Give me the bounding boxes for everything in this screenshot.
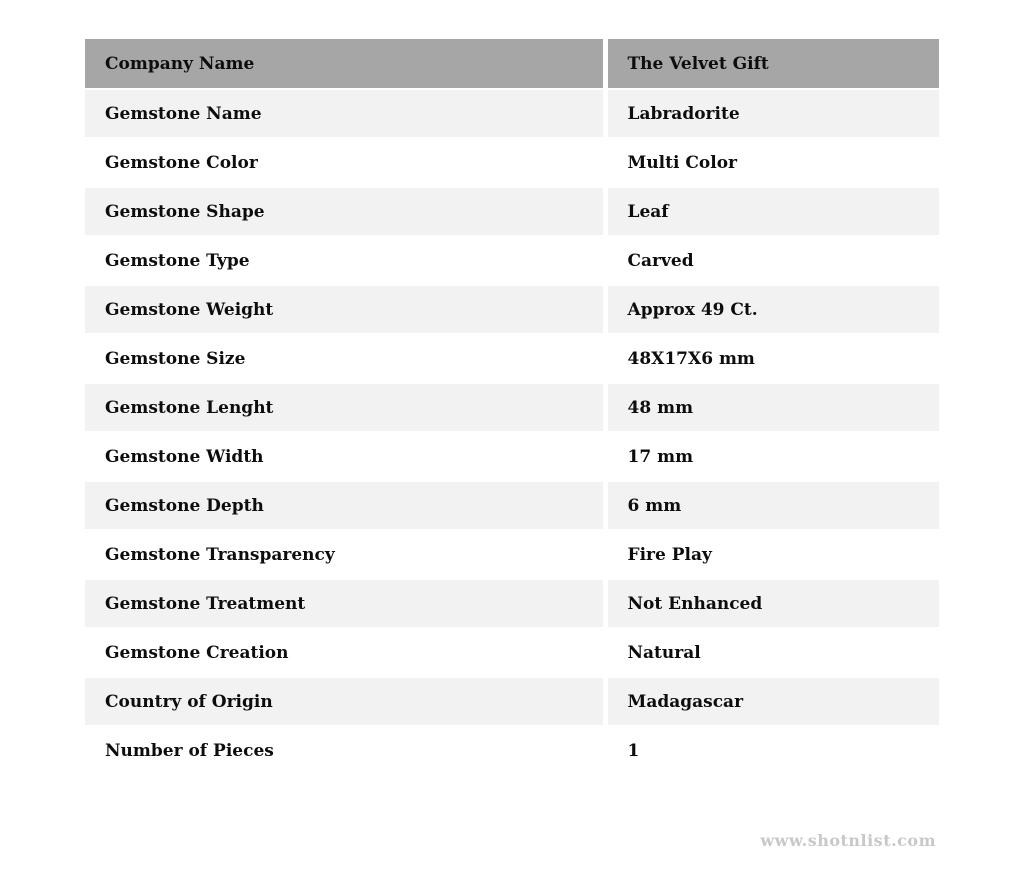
- row-label: Country of Origin: [85, 677, 605, 726]
- row-label: Gemstone Width: [85, 432, 605, 481]
- table-row: [85, 628, 939, 677]
- table-row: [85, 383, 939, 432]
- table-row: [85, 432, 939, 481]
- table-row: [85, 285, 939, 334]
- row-value: Not Enhanced: [605, 579, 939, 628]
- row-value: Approx 49 Ct.: [605, 285, 939, 334]
- row-value: 1: [605, 726, 939, 775]
- table-row: [85, 187, 939, 236]
- row-label: Gemstone Depth: [85, 481, 605, 530]
- table-row: [85, 334, 939, 383]
- table-row: [85, 677, 939, 726]
- table-row: [85, 89, 939, 138]
- row-value: 48X17X6 mm: [605, 334, 939, 383]
- table-row: [85, 236, 939, 285]
- row-value: Natural: [605, 628, 939, 677]
- table-row: [85, 579, 939, 628]
- row-value: 48 mm: [605, 383, 939, 432]
- table-row: [85, 138, 939, 187]
- row-value: Fire Play: [605, 530, 939, 579]
- table-row: [85, 726, 939, 775]
- gemstone-spec-table: [85, 39, 939, 776]
- row-value: Multi Color: [605, 138, 939, 187]
- row-label: Gemstone Creation: [85, 628, 605, 677]
- table-header-row: [85, 39, 939, 89]
- row-value: Carved: [605, 236, 939, 285]
- row-label: Gemstone Type: [85, 236, 605, 285]
- row-label: Gemstone Shape: [85, 187, 605, 236]
- row-value: Leaf: [605, 187, 939, 236]
- row-label: Gemstone Size: [85, 334, 605, 383]
- row-value: 17 mm: [605, 432, 939, 481]
- header-value: The Velvet Gift: [605, 39, 939, 89]
- table-row: [85, 530, 939, 579]
- row-value: Labradorite: [605, 89, 939, 138]
- row-label: Gemstone Transparency: [85, 530, 605, 579]
- table-row: [85, 481, 939, 530]
- row-value: Madagascar: [605, 677, 939, 726]
- row-label: Gemstone Color: [85, 138, 605, 187]
- row-label: Gemstone Name: [85, 89, 605, 138]
- watermark-text: www.shotnlist.com: [760, 831, 936, 850]
- header-label: Company Name: [85, 39, 605, 89]
- row-value: 6 mm: [605, 481, 939, 530]
- row-label: Gemstone Weight: [85, 285, 605, 334]
- row-label: Gemstone Lenght: [85, 383, 605, 432]
- row-label: Number of Pieces: [85, 726, 605, 775]
- row-label: Gemstone Treatment: [85, 579, 605, 628]
